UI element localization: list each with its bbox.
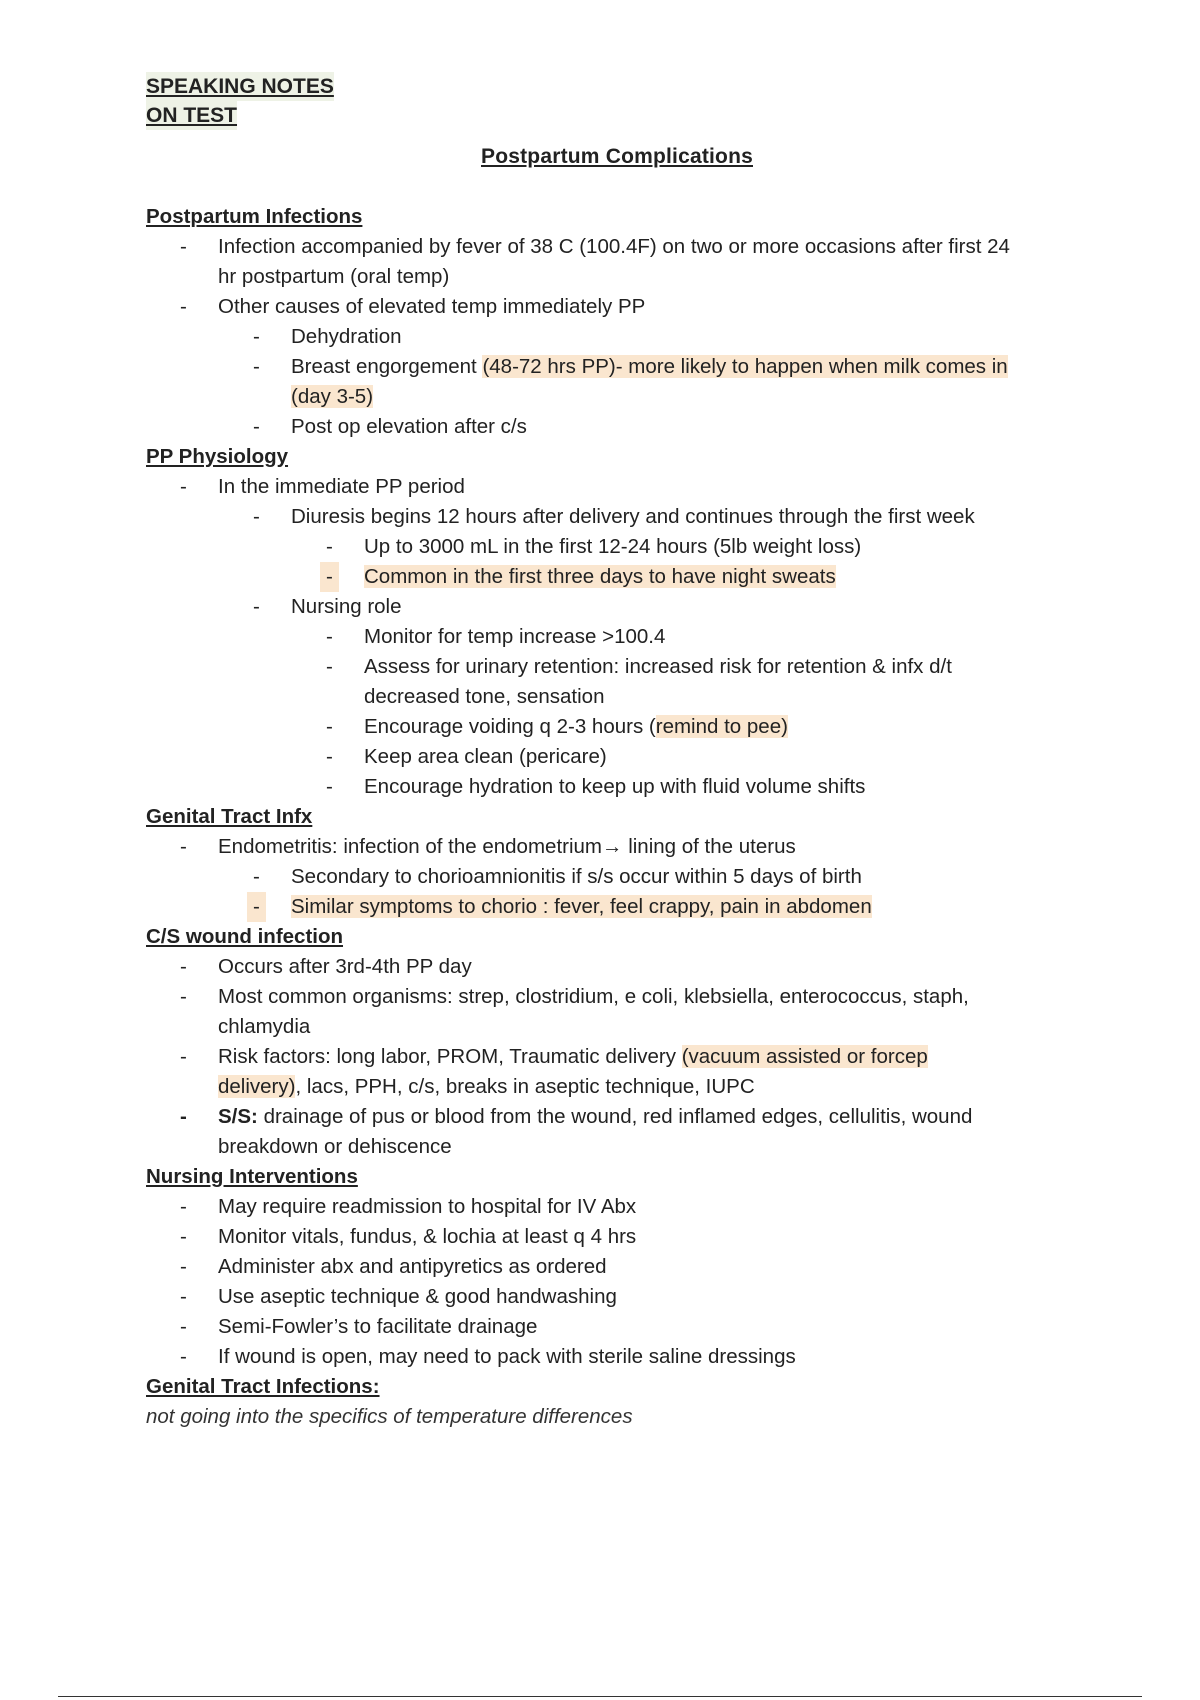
list-item: - Keep area clean (pericare) xyxy=(326,745,607,768)
list-item: - Risk factors: long labor, PROM, Traumatic delivery (vacuum assisted or forcep xyxy=(180,1045,928,1068)
page-divider xyxy=(58,1696,1142,1697)
highlighted-text: (vacuum assisted or forcep xyxy=(681,1045,928,1068)
list-item: - Most common organisms: strep, clostridium, e coli, klebsiella, enterococcus, staph, xyxy=(180,985,969,1008)
list-item: - Encourage voiding q 2-3 hours (remind to pee) xyxy=(326,715,788,738)
list-item: - Monitor vitals, fundus, & lochia at least q 4 hrs xyxy=(180,1225,637,1248)
document-body xyxy=(146,202,1106,1432)
list-item-continuation: breakdown or dehiscence xyxy=(218,1135,452,1158)
section-heading-genital-tract-infx: Genital Tract Infx xyxy=(146,805,313,828)
speaking-notes-label xyxy=(146,72,334,130)
highlighted-text: delivery) xyxy=(218,1075,296,1098)
list-item: - Post op elevation after c/s xyxy=(253,415,527,438)
list-item: - S/S: drainage of pus or blood from the wound, red inflamed edges, cellulitis, wound xyxy=(180,1105,973,1128)
highlighted-text: (day 3-5) xyxy=(291,385,374,408)
list-item-continuation: hr postpartum (oral temp) xyxy=(218,265,450,288)
list-item: - Occurs after 3rd-4th PP day xyxy=(180,955,472,978)
section-heading-pp-physiology: PP Physiology xyxy=(146,445,289,468)
list-item: - May require readmission to hospital for IV Abx xyxy=(180,1195,637,1218)
list-item: - In the immediate PP period xyxy=(180,475,465,498)
list-item: - Endometritis: infection of the endometrium→ lining of the uterus xyxy=(180,835,796,858)
page-title: Postpartum Complications xyxy=(481,145,753,168)
list-item: - Semi-Fowler’s to facilitate drainage xyxy=(180,1315,538,1338)
list-item: - Up to 3000 mL in the first 12-24 hours (5lb weight loss) xyxy=(326,535,862,558)
italic-note: not going into the specifics of temperature differences xyxy=(146,1405,633,1428)
section-heading-nursing-interventions: Nursing Interventions xyxy=(146,1165,358,1188)
list-item: - Other causes of elevated temp immediately PP xyxy=(180,295,646,318)
list-item: - Administer abx and antipyretics as ordered xyxy=(180,1255,607,1278)
highlighted-text: Similar symptoms to chorio : fever, feel crappy, pain in abdomen xyxy=(291,895,872,918)
highlighted-text: Common in the first three days to have night sweats xyxy=(364,565,836,588)
list-item: - Nursing role xyxy=(253,595,402,618)
list-item-continuation: chlamydia xyxy=(218,1015,311,1038)
list-item-continuation xyxy=(146,382,1106,412)
list-item-continuation: delivery), lacs, PPH, c/s, breaks in aseptic technique, IUPC xyxy=(218,1075,755,1098)
section-heading-genital-tract-infections: Genital Tract Infections: xyxy=(146,1375,380,1398)
highlighted-text: remind to pee) xyxy=(655,715,788,738)
list-item: - Diuresis begins 12 hours after delivery and continues through the first week xyxy=(253,505,975,528)
list-item: - Use aseptic technique & good handwashing xyxy=(180,1285,617,1308)
list-item: - Encourage hydration to keep up with fluid volume shifts xyxy=(326,775,866,798)
list-item: - Similar symptoms to chorio : fever, feel crappy, pain in abdomen xyxy=(146,892,1106,922)
list-item: - Infection accompanied by fever of 38 C (100.4F) on two or more occasions after first 24 xyxy=(180,235,1010,258)
list-item: - Secondary to chorioamnionitis if s/s occur within 5 days of birth xyxy=(253,865,862,888)
section-heading-pp-infections: Postpartum Infections xyxy=(146,205,363,228)
highlighted-text: (48-72 hrs PP)- more likely to happen when milk comes in xyxy=(482,355,1008,378)
list-item: - Breast engorgement (48-72 hrs PP)- more likely to happen when milk comes in xyxy=(253,355,1008,378)
speaking-notes-line2: ON TEST xyxy=(146,101,237,130)
list-item: - Assess for urinary retention: increased risk for retention & infx d/t xyxy=(326,655,952,678)
list-item: - Dehydration xyxy=(253,325,402,348)
list-item-continuation: decreased tone, sensation xyxy=(364,685,605,708)
bold-label: S/S: xyxy=(218,1105,258,1128)
section-heading-cs-wound: C/S wound infection xyxy=(146,925,344,948)
list-item: - Monitor for temp increase >100.4 xyxy=(326,625,666,648)
list-item: - Common in the first three days to have night sweats xyxy=(146,562,1106,592)
speaking-notes-line1: SPEAKING NOTES xyxy=(146,72,334,101)
list-item: - If wound is open, may need to pack with sterile saline dressings xyxy=(180,1345,796,1368)
